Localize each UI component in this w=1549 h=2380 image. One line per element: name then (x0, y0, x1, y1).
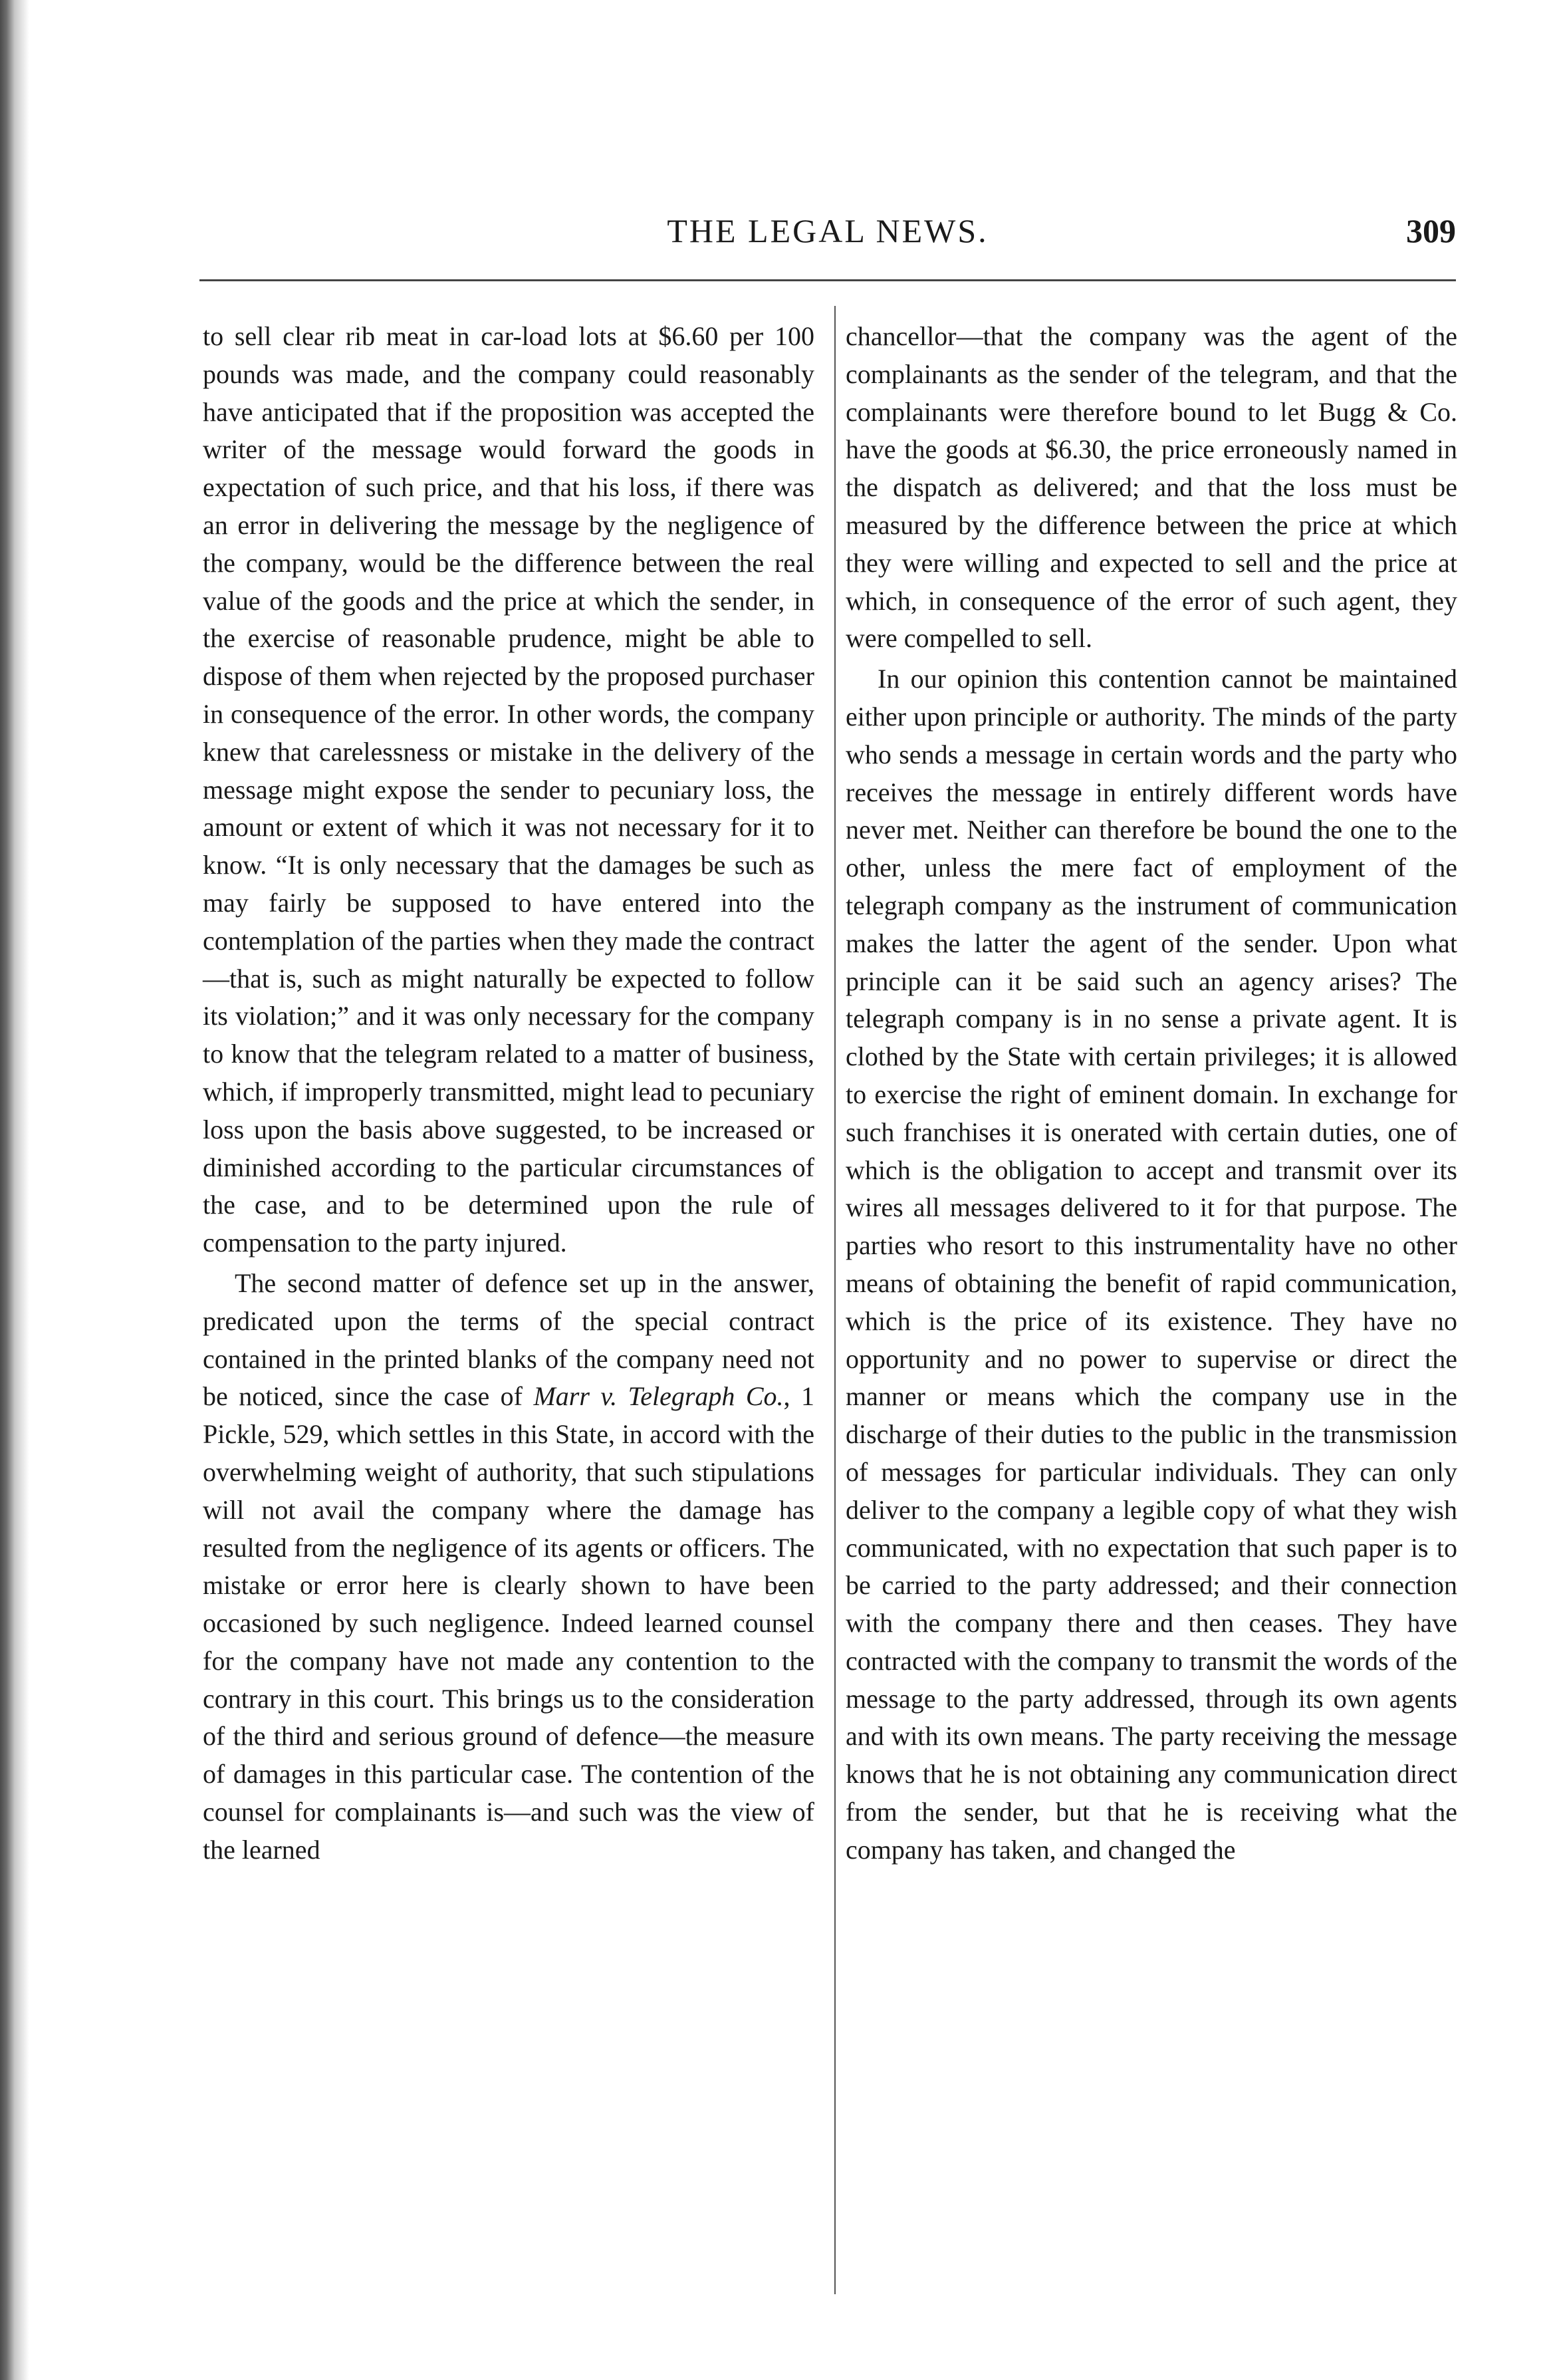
paragraph-text: The second matter of defence set up in the answer, predicated upon the terms of the special contract contained in the printed blanks of the company need not be noticed, since the case of (203, 1267, 814, 1412)
paragraph-text: , 1 Pickle, 529, which settles in this State, in accord with the overwhelming weight of authority, that such stipulations will not avail the company where the damage has resulted from the negligence of its agents or officers. The mistake or error here is clearly shown to have been occasioned by such negligence. Indeed learned counsel for the company have not made any contention to the contrary in this court. This brings us to the consideration of the third and serious ground of defence—the measure of damages in this particular case. The contention of the counsel for complainants is—and such was the view of the learned (203, 1381, 814, 1865)
running-head (199, 211, 1456, 265)
header-rule (199, 279, 1456, 281)
paragraph-opinion: In our opinion this contention cannot be maintained either upon principle or authority. The minds of the party who sends a message in certain words and the party who receives the message in entirely different words have never met. Neither can therefore be bound the one to the other, unless the mere fact of employment of the telegraph company as the instrument of communication makes the latter the agent of the sender. Upon what principle can it be said such an agency arises? The telegraph company is in no sense a private agent. It is clothed by the State with certain privileges; it is allowed to exercise the right of eminent domain. In exchange for such franchises it is onerated with certain duties, one of which is the obligation to accept and transmit over its wires all messages delivered to it for that purpose. The parties who resort to this instrumentality have no other means of obtaining the benefit of rapid communication, which is the price of its existence. They have no opportunity and no power to supervise or direct the manner or means which the company use in the discharge of their duties to the public in the transmission of messages for particular individuals. They can only deliver to the company a legible copy of what they wish communicated, with no expectation that such paper is to be carried to the party addressed; and their connection with the company there and then ceases. They have contracted with the company to transmit the words of the message to the party addressed, through its own agents and with its own means. The party receiving the message knows that he is not obtaining any communication direct from the sender, but that he is receiving what the company has taken, and changed the (846, 664, 1457, 1865)
page-title: THE LEGAL NEWS. (667, 212, 989, 249)
column-divider (834, 306, 836, 2294)
case-citation: Marr v. Telegraph Co. (533, 1381, 784, 1412)
paragraph-continued: to sell clear rib meat in car-load lots at $6.60 per 100 pounds was made, and the company could reasonably have anticipated that if the proposition was accepted the writer of the message would forward the goods in expectation of such price, and that his loss, if there was an error in delivering the message by the negligence of the company, would be the difference between the real value of the goods and the price at which the sender, in the exercise of reasonable prudence, might be able to dispose of them when rejected by the proposed purchaser in consequence of the error. In other words, the company knew that carelessness or mistake in the delivery of the message might expose the sender to pecuniary loss, the amount or extent of which it was not necessary for it to know. “It is only necessary that the damages be such as may fairly be supposed to have entered into the contemplation of the parties when they made the contract—that is, such as might naturally be expected to follow its violation;” and it was only necessary for the company to know that the telegram related to a matter of business, which, if improperly transmitted, might lead to pecuniary loss upon the basis above suggested, to be increased or diminished according to the particular circumstances of the case, and to be determined upon the rule of compensation to the party injured. (203, 321, 814, 1258)
paragraph-second-defence (203, 1265, 814, 1869)
right-column (846, 318, 1457, 2306)
page-number: 309 (1406, 212, 1456, 249)
left-column (203, 318, 814, 2306)
paragraph-chancellor: chancellor—that the company was the agent of the complainants as the sender of the telegram, and that the complainants were therefore bound to let Bugg & Co. have the goods at $6.30, the price erroneously named in the dispatch as delivered; and that the loss must be measured by the difference between the price at which they were willing and expected to sell and the price at which, in consequence of the error of such agent, they were compelled to sell. (846, 321, 1457, 654)
page-binding-edge (0, 0, 29, 2380)
